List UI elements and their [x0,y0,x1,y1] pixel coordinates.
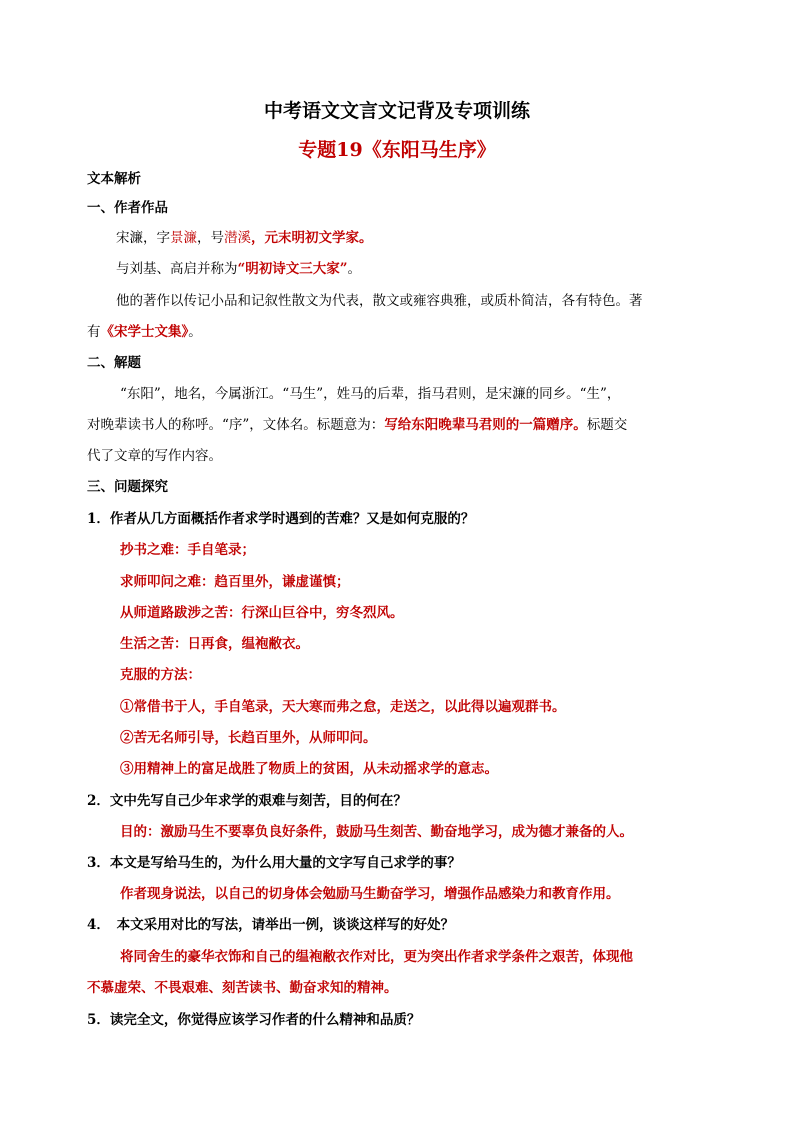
answer-1-line: ②苦无名师引导，长趋百里外，从师叩问。 [120,730,377,746]
answer-4-line1: 将同舍生的豪华衣饰和自己的缊袍敝衣作对比，更为突出作者求学条件之艰苦，体现他 [120,949,633,965]
answer-1-line: ③用精神上的富足战胜了物质上的贫困，从未动摇求学的意志。 [120,761,498,777]
text-segment: 标题交 [586,417,628,433]
text-segment: 宋濂，字 [116,230,170,246]
text-segment: 。 [347,261,362,277]
text-highlight: 《宋学士文集》 [100,324,189,340]
text-highlight: 潜溪 [224,230,251,246]
part1-line3: 他的著作以传记小品和记叙性散文为代表，散文或雍容典雅，或质朴简洁，各有特色。著 [116,293,643,309]
answer-1-line: 克服的方法： [120,667,201,683]
text-segment: 有 [87,324,101,340]
question-3: 3．本文是写给马生的，为什么用大量的文字写自己求学的事？ [87,855,461,871]
answer-2: 目的：激励马生不要辜负良好条件，鼓励马生刻苦、勤奋地学习，成为德才兼备的人。 [120,824,633,840]
text-segment: 。 [188,324,202,340]
question-4: 4． 本文采用对比的写法，请举出一例，谈谈这样写的好处？ [87,917,455,933]
answer-1-line: 生活之苦：日再食，缊袍敝衣。 [120,636,309,652]
part1-heading: 一、作者作品 [87,200,168,216]
text-segment: ，号 [197,230,224,246]
question-5: 5．读完全文，你觉得应该学习作者的什么精神和品质？ [87,1012,421,1028]
text-segment: 与刘基、高启并称为 [116,261,238,277]
text-highlight: “明初诗文三大家” [237,261,348,277]
answer-1-line: 求师叩问之难：趋百里外，谦虚谨慎； [120,574,350,590]
question-1: 1．作者从几方面概括作者求学时遇到的苦难？又是如何克服的？ [87,511,475,527]
text-highlight: 景濂 [170,230,197,246]
answer-1-line: 抄书之难：手自笔录； [120,542,255,558]
section-label: 文本解析 [87,171,141,187]
part2-line1: “东阳”，地名，今属浙江。“马生”，姓马的后辈，指马君则，是宋濂的同乡。“生”， [120,386,621,402]
text-highlight: 写给东阳晚辈马君则的一篇赠序。 [384,417,587,433]
answer-3: 作者现身说法，以自己的切身体会勉励马生勤奋学习，增强作品感染力和教育作用。 [120,886,620,902]
document-subtitle: 专题19《东阳马生序》 [298,139,496,161]
answer-1-line: 从师道路跋涉之苦：行深山巨谷中，穷冬烈风。 [120,605,404,621]
question-2: 2．文中先写自己少年求学的艰难与刻苦，目的何在？ [87,793,407,809]
text-segment: 对晚辈读书人的称呼。“序”，文体名。标题意为： [87,417,385,433]
answer-4-line2: 不慕虚荣、不畏艰难、刻苦读书、勤奋求知的精神。 [87,980,398,996]
part2-line3: 代了文章的写作内容。 [87,448,222,464]
part1-line2 [116,260,361,278]
document-title: 中考语文文言文记背及专项训练 [263,100,530,122]
text-highlight: ，元末明初文学家。 [251,230,373,246]
part2-line2 [87,416,627,434]
part1-line4 [87,323,202,341]
part2-heading: 二、解题 [87,355,141,371]
part3-heading: 三、问题探究 [87,479,168,495]
part1-line1 [116,229,373,247]
answer-1-line: ①常借书于人，手自笔录，天大寒而弗之怠，走送之，以此得以遍观群书。 [120,699,566,715]
